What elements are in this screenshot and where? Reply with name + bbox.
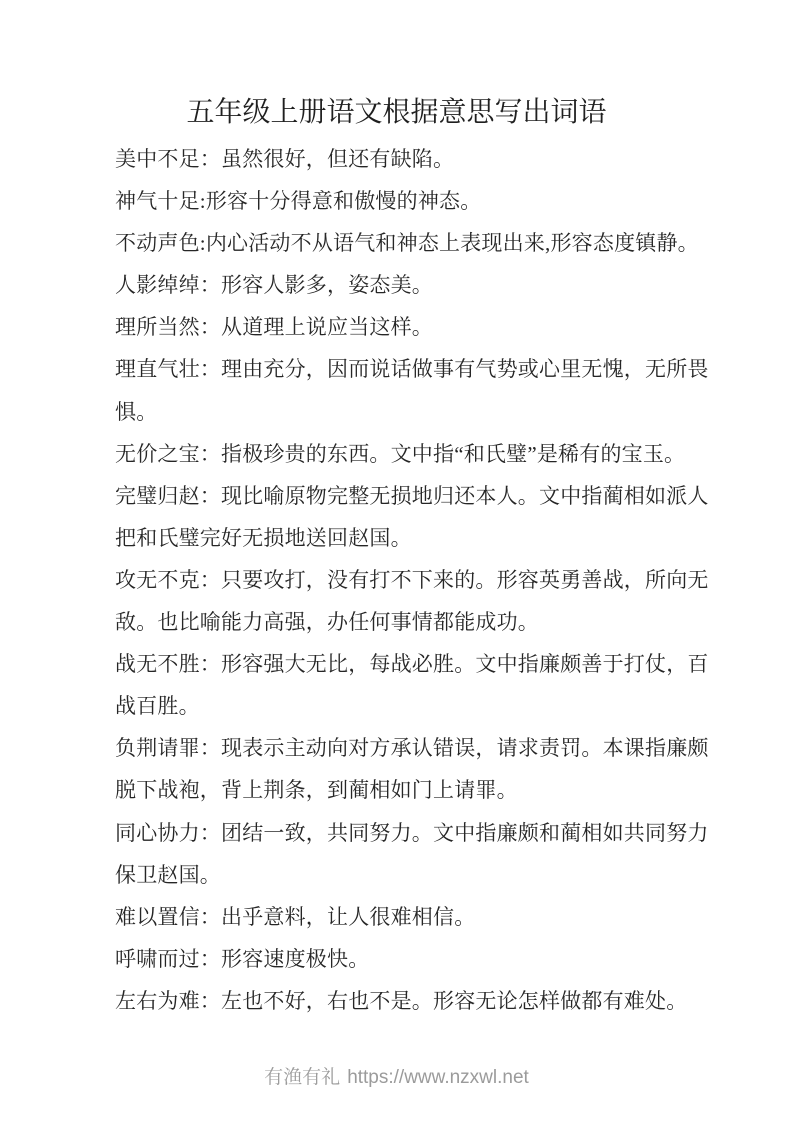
definition-line: 无价之宝：指极珍贵的东西。文中指“和氏璧”是稀有的宝玉。 — [115, 441, 686, 466]
definition-line: 神气十足:形容十分得意和傲慢的神态。 — [115, 189, 482, 214]
definition-line: 同心协力：团结一致，共同努力。文中指廉颇和蔺相如共同努力 — [115, 820, 709, 845]
definition-line: 理所当然：从道理上说应当这样。 — [115, 315, 433, 340]
definition-line: 攻无不克：只要攻打，没有打不下来的。形容英勇善战，所向无 — [115, 567, 709, 592]
footer-url: https://www.nzxwl.net — [347, 1067, 529, 1088]
definition-line: 负荆请罪：现表示主动向对方承认错误，请求责罚。本课指廉颇 — [115, 736, 709, 761]
definition-line: 美中不足：虽然很好，但还有缺陷。 — [115, 147, 455, 171]
definition-line: 难以置信：出乎意料，让人很难相信。 — [115, 904, 476, 929]
definition-line: 理直气壮：理由充分，因而说话做事有气势或心里无愧，无所畏 — [115, 357, 709, 382]
definitions-list — [0, 138, 793, 1022]
page-title: 五年级上册语文根据意思写出词语 — [186, 97, 607, 128]
footer-brand: 有渔有礼 — [264, 1067, 341, 1088]
definition-line: 左右为难：左也不好，右也不是。形容无论怎样做都有难处。 — [115, 988, 688, 1013]
definition-line: 战无不胜：形容强大无比，每战必胜。文中指廉颇善于打仗，百 — [115, 652, 709, 677]
definition-line: 呼啸而过：形容速度极快。 — [115, 946, 370, 971]
definition-line: 不动声色:内心活动不从语气和神态上表现出来,形容态度镇静。 — [115, 231, 699, 256]
definition-line-wrap: 保卫赵国。 — [115, 862, 221, 887]
definition-line-wrap: 惧。 — [115, 399, 158, 424]
definition-line-wrap: 敌。也比喻能力高强，办任何事情都能成功。 — [115, 610, 539, 635]
definition-line: 完璧归赵：现比喻原物完整无损地归还本人。文中指蔺相如派人 — [115, 483, 709, 508]
definition-line: 人影绰绰：形容人影多，姿态美。 — [115, 273, 433, 298]
definition-line-wrap: 把和氏璧完好无损地送回赵国。 — [115, 525, 412, 550]
definition-line-wrap: 脱下战袍，背上荆条，到蔺相如门上请罪。 — [115, 778, 518, 803]
footer-watermark — [0, 1062, 793, 1089]
definition-line-wrap: 战百胜。 — [115, 694, 200, 719]
